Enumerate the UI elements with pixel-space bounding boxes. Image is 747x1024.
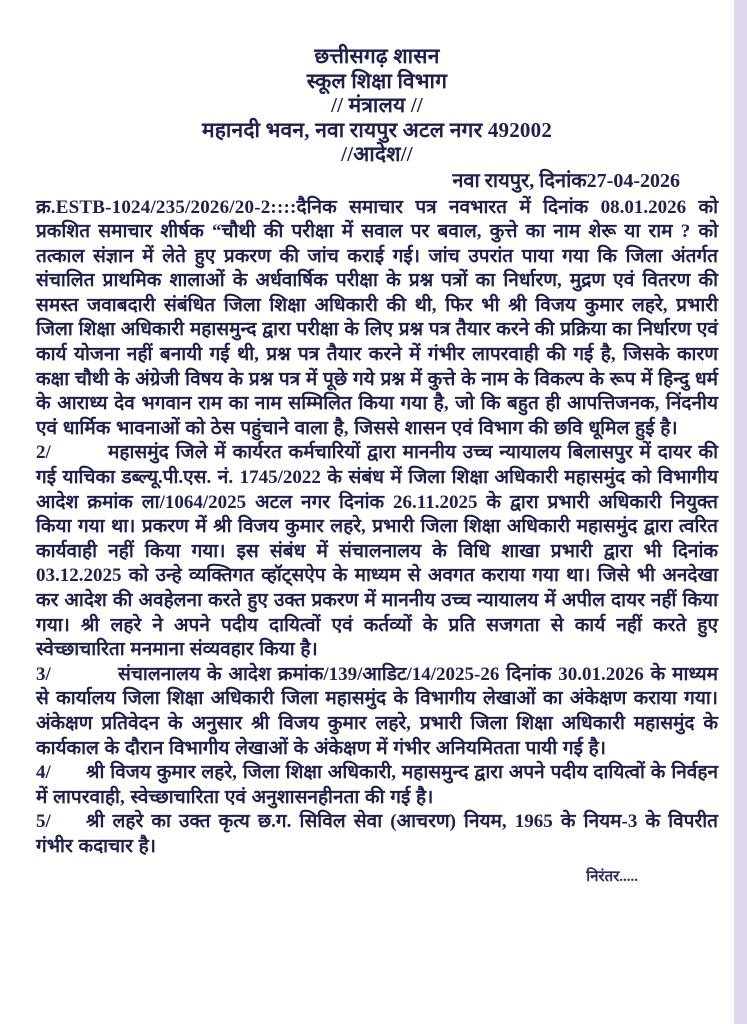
paragraph-number: 4/ xyxy=(36,762,51,784)
order-paragraph xyxy=(36,441,718,662)
paragraph-text: श्री विजय कुमार लहरे, जिला शिक्षा अधिकारी, महासमुन्द द्वारा अपने पदीय दायित्वों के निर्वहन में लापरवाही, स्वेच्छाचारिता एवं अनुशासनहीनता की गई है। xyxy=(36,762,718,808)
scan-edge-strip xyxy=(734,0,747,1024)
address-line: महानदी भवन, नवा रायपुर अटल नगर 492002 xyxy=(201,117,553,142)
order-title: //आदेश// xyxy=(341,142,413,166)
department-name: स्कूल शिक्षा विभाग xyxy=(306,68,448,93)
order-paragraph xyxy=(36,196,718,442)
continuation-marker: निरंतर..... xyxy=(586,868,638,885)
order-paragraph xyxy=(36,761,718,810)
letterhead xyxy=(36,44,718,167)
order-paragraph xyxy=(36,810,718,859)
paragraph-text: श्री लहरे का उक्त कृत्य छ.ग. सिविल सेवा (आचरण) नियम, 1965 के नियम-3 के विपरीत गंभीर कदाचार है। xyxy=(36,811,718,857)
place-date-line: नवा रायपुर, दिनांक27-04-2026 xyxy=(452,169,680,192)
reference-number: क्र.ESTB-1024/235/2026/20-2:::: xyxy=(36,196,297,218)
paragraph-number: 3/ xyxy=(36,663,51,685)
government-name: छत्तीसगढ़ शासन xyxy=(314,44,440,68)
paragraph-number: 5/ xyxy=(36,811,51,833)
paragraph-text: संचालनालय के आदेश क्रमांक/139/आडिट/14/2025-26 दिनांक 30.01.2026 के माध्यम से कार्यालय जिला शिक्षा अधिकारी जिला महासमुंद के विभागीय लेखाओं का अंकेक्षण कराया गया। अंकेक्षण प्रतिवेदन के अनुसार श्री विजय कुमार लहरे, प्रभारी जिला शिक्षा अधिकारी महासमुंद के कार्यकाल के दौरान विभागीय लेखाओं के अंकेक्षण में गंभीर अनियमितता पायी गई है। xyxy=(36,663,718,759)
order-paragraph xyxy=(36,663,718,761)
paragraph-text: महासमुंद जिले में कार्यरत कर्मचारियों द्वारा माननीय उच्च न्यायालय बिलासपुर में दायर की गई याचिका डब्ल्यू.पी.एस. नं. 1745/2022 के संबंध में जिला शिक्षा अधिकारी महासमुंद को विभागीय आदेश क्रमांक ला/1064/2025 अटल नगर दिनांक 26.11.2025 के द्वारा प्रभारी अधिकारी नियुक्त किया गया था। प्रकरण में श्री विजय कुमार लहरे, प्रभारी जिला शिक्षा अधिकारी महासमुंद द्वारा त्वरित कार्यवाही नहीं किया गया। इस संबंध में संचालनालय के विधि शाखा प्रभारी द्वारा भी दिनांक 03.12.2025 को उन्हे व्यक्तिगत व्हॉट्सऐप के माध्यम से अवगत कराया गया था। जिसे भी अनदेखा कर आदेश की अवहेलना करते हुए उक्त प्रकरण में माननीय उच्च न्यायालय में अपील दायर नहीं किया गया। श्री लहरे ने अपने पदीय दायित्वों एवं कर्तव्यों के प्रति सजगता से कार्य नहीं करते हुए स्वेच्छाचारिता मनमाना संव्यवहार किया है। xyxy=(36,442,718,661)
paragraph-number: 2/ xyxy=(36,442,51,464)
paragraph-text: दैनिक समाचार पत्र नवभारत में दिनांक 08.01.2026 को प्रकशित समाचार शीर्षक “चौथी की परीक्षा में सवाल पर बवाल, कुत्ते का नाम शेरू या राम ? को तत्काल संज्ञान में लेते हुए प्रकरण की जांच कराई गई। जांच उपरांत पाया गया कि जिला अंतर्गत संचालित प्राथमिक शालाओं के अर्धवार्षिक परीक्षा के प्रश्न पत्रों का निर्धारण, मुद्रण एवं वितरण की समस्त जवाबदारी संबंधित जिला शिक्षा अधिकारी की थी, फिर भी श्री विजय कुमार लहरे, प्रभारी जिला शिक्षा अधिकारी महासमुन्द द्वारा परीक्षा के लिए प्रश्न पत्र तैयार करने की प्रक्रिया का निर्धारण एवं कार्य योजना नहीं बनायी गई थी, प्रश्न पत्र तैयार करने में गंभीर लापरवाही की गई है, जिसके कारण कक्षा चौथी के अंग्रेजी विषय के प्रश्न पत्र में पूछे गये प्रश्न में कुत्ते के नाम के विकल्प के रूप में हिन्दु धर्म के आराध्य देव भगवान राम का नाम सम्मिलित किया गया है, जो कि बहुत ही आपत्तिजनक, निंदनीय एवं धार्मिक भावनाओं को ठेस पहुंचाने वाला है, जिससे शासन एवं विभाग की छवि धूमिल हुई है। xyxy=(36,196,718,439)
ministry-line: // मंत्रालय // xyxy=(331,93,423,117)
order-body xyxy=(36,196,718,860)
document-content xyxy=(36,44,718,886)
